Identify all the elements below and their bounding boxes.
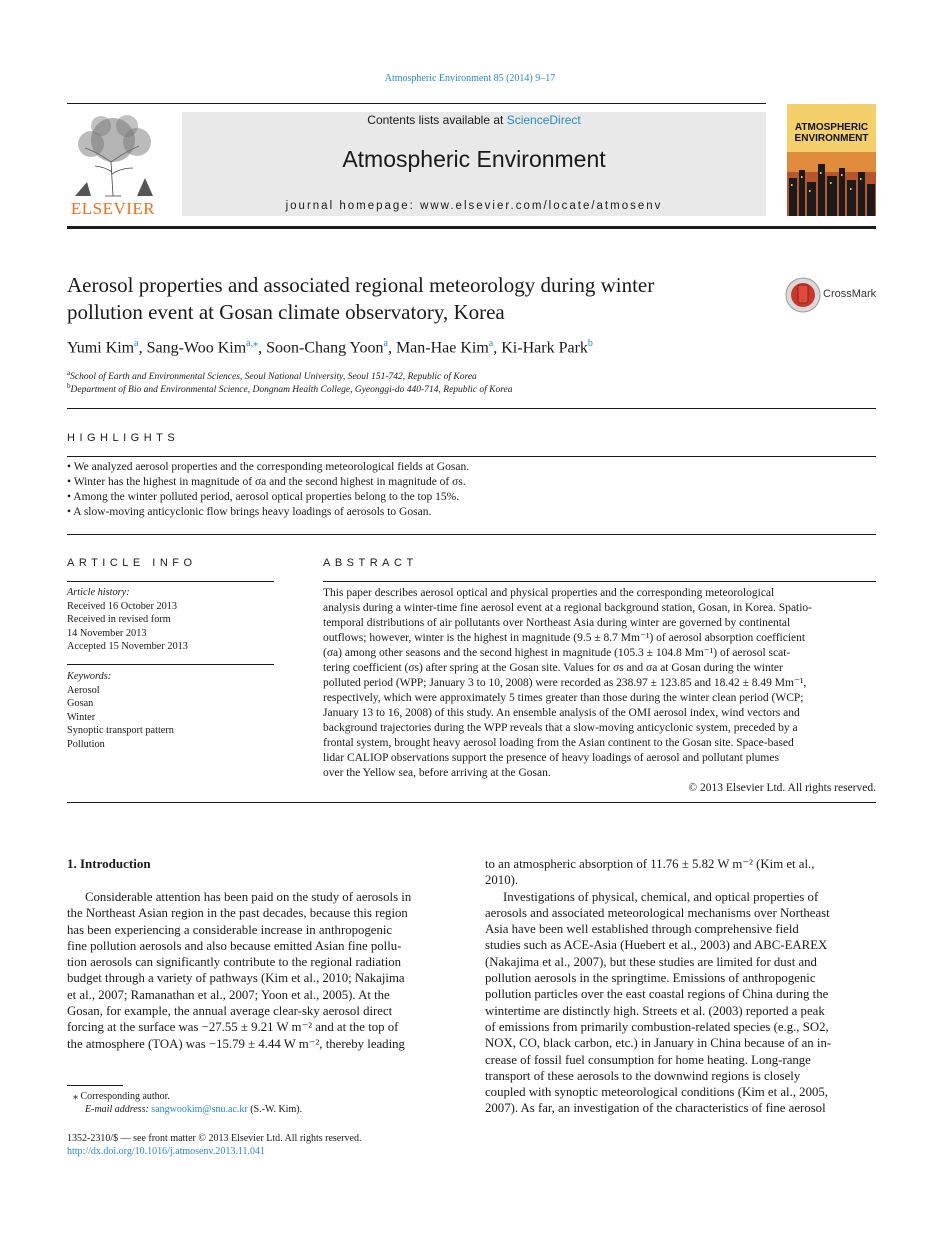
intro-line: et al., 2007; Ramanathan et al., 2007; Yoon et al., 2005). At the <box>67 987 390 1002</box>
intro-line: pollution aerosols in the springtime. Emissions of anthropogenic <box>485 971 816 986</box>
affiliation <box>67 382 877 395</box>
author-affil-sup[interactable]: a <box>383 338 388 349</box>
intro-heading: 1. Introduction <box>67 856 151 871</box>
email-suffix: (S.-W. Kim). <box>247 1104 303 1115</box>
highlight-text: A slow-moving anticyclonic flow brings heavy loadings of aerosols to Gosan. <box>73 506 432 518</box>
crossmark-icon <box>785 277 821 313</box>
history-entry: 14 November 2013 <box>67 627 147 639</box>
intro-line: tion aerosols can significantly contribute to the regional radiation <box>67 955 402 970</box>
intro-line: crease of fossil fuel consumption for home heating. Long-range <box>485 1052 811 1067</box>
cover-title-line1: ATMOSPHERIC <box>794 122 869 133</box>
article-history-label: Article history: <box>67 587 130 598</box>
journal-cover <box>787 104 876 216</box>
author-name: Soon-Chang Yoon <box>266 339 384 357</box>
abstract-rule <box>323 581 876 582</box>
elsevier-wordmark: ELSEVIER <box>70 199 156 218</box>
author-name: Ki-Hark Park <box>501 339 588 357</box>
intro-line: NOX, CO, black carbon, etc.) in January in China because of an in- <box>485 1036 832 1051</box>
author-name: Sang-Woo Kim <box>146 339 247 357</box>
article-title <box>67 272 767 326</box>
intro-line: the atmosphere (TOA) was −15.79 ± 4.44 W m⁻², thereby leading <box>67 1036 405 1051</box>
highlight-text: We analyzed aerosol properties and the corresponding meteorological fields at Gosan. <box>73 461 470 473</box>
highlight-item: • We analyzed aerosol properties and the corresponding meteorological fields at Gosan. <box>67 461 470 473</box>
abstract-line: January 13 to 16, 2008) of this study. An ensemble analysis of the OMI aerosol index, wind vectors and <box>323 707 800 719</box>
front-matter-bottom-rule <box>67 802 876 803</box>
intro-line: coupled with synoptic meteorological conditions (Kim et al., 2005, <box>485 1085 828 1100</box>
header-top-rule <box>67 103 766 104</box>
article-title-line1: Aerosol properties and associated regional meteorology during winter <box>67 273 655 297</box>
intro-line: 2007). As far, an investigation of the characteristics of fine aerosol <box>485 1101 826 1116</box>
intro-line: of emissions from primarily combustion-related species (e.g., SO2, <box>485 1019 829 1034</box>
abstract-heading: ABSTRACT <box>323 557 418 569</box>
abstract-line: over the Yellow sea, before arriving at the Gosan. <box>323 767 551 779</box>
keyword: Synoptic transport pattern <box>67 725 174 736</box>
authors-rule <box>67 408 876 409</box>
affiliation-sup: a <box>67 369 71 377</box>
highlights-top-rule <box>67 456 876 457</box>
intro-line: studies such as ACE-Asia (Huebert et al., 2003) and ABC-EAREX <box>485 938 828 953</box>
author-name: Man-Hae Kim <box>395 339 489 357</box>
author-affil-sup[interactable]: b <box>587 338 593 349</box>
front-matter-note: 1352-2310/$ — see front matter © 2013 Elsevier Ltd. All rights reserved. <box>67 1133 362 1144</box>
cover-title-line2: ENVIRONMENT <box>794 133 869 144</box>
email-link[interactable]: sangwookim@snu.ac.kr <box>151 1104 248 1115</box>
email-note <box>85 1103 302 1116</box>
contents-line <box>182 113 766 127</box>
journal-homepage[interactable]: journal homepage: www.elsevier.com/locate/atmosenv <box>285 200 663 212</box>
keywords-block <box>67 670 274 751</box>
article-history <box>67 586 274 654</box>
abstract-line: frontal system, brought heavy aerosol loading from the Asian continent to the Gosan site. Space-based <box>323 737 794 749</box>
intro-line: Gosan, for example, the annual average clear-sky aerosol direct <box>67 1004 393 1019</box>
keyword: Winter <box>67 711 96 723</box>
author-list: Yumi Kim$^a$, Sang-Woo Kim$^{a,⁎}$, Soon-Chang Yoon$^a$, Man-Hae Kim$^a$, Ki-Hark Park$^b$ <box>67 338 593 357</box>
author-name: Yumi Kim <box>67 339 135 357</box>
highlight-text: Winter has the highest in magnitude of σa and the second highest in magnitude of σs. <box>73 476 466 488</box>
keyword: Aerosol <box>67 684 100 696</box>
intro-line: transport of these aerosols to the downwind regions is closely <box>485 1068 801 1083</box>
intro-line: pollution particles over the east coastal regions of China during the <box>485 987 829 1002</box>
abstract-line: respectively, which were approximately 5 times greater than those during the winter clean period (WCP; <box>323 692 804 704</box>
abstract-line: temporal distributions of air pollutants over Northeast Asia during winter are governed by continental <box>323 617 791 629</box>
intro-line: aerosols and associated meteorological mechanisms over Northeast <box>485 905 830 920</box>
author-affil-sup[interactable]: a <box>488 338 494 349</box>
keyword: Pollution <box>67 738 105 750</box>
article-title-line2: pollution event at Gosan climate observatory, Korea <box>67 300 505 324</box>
highlight-item: • Among the winter polluted period, aerosol optical properties belong to the top 15%. <box>67 491 460 503</box>
keyword: Gosan <box>67 698 94 709</box>
affiliation-sup: b <box>67 382 71 390</box>
abstract-line: background trajectories during the WPP reveals that a slow-moving anticyclonic system, preceded by a <box>323 722 798 734</box>
header-bottom-rule <box>67 226 876 229</box>
intro-line: Considerable attention has been paid on the study of aerosols in <box>85 890 412 904</box>
intro-line: forcing at the surface was −27.55 ± 9.21 W m⁻² and at the top of <box>67 1020 399 1035</box>
abstract-line: outflows; however, winter is the highest in magnitude (9.5 ± 8.7 Mm⁻¹) of aerosol absorption coefficient <box>323 632 806 644</box>
contents-prefix: Contents lists available at <box>367 113 507 127</box>
highlight-item: • Winter has the highest in magnitude of σa and the second highest in magnitude of σs. <box>67 476 466 488</box>
footnote-rule <box>67 1085 123 1086</box>
intro-line: Asia have been well established through comprehensive field <box>485 922 799 937</box>
abstract-body <box>323 586 876 796</box>
intro-line: to an atmospheric absorption of 11.76 ± 5.82 W m⁻² (Kim et al., <box>485 857 815 871</box>
crossmark-label: CrossMark <box>823 288 877 300</box>
cover-title <box>787 122 876 144</box>
intro-right-column <box>485 856 876 1117</box>
history-entry: Received 16 October 2013 <box>67 600 178 612</box>
intro-line: Investigations of physical, chemical, and optical properties of <box>503 889 819 904</box>
journal-reference[interactable]: Atmospheric Environment 85 (2014) 9–17 <box>384 73 556 84</box>
cover-skyline-image <box>787 152 876 216</box>
keywords-label: Keywords: <box>67 671 112 682</box>
history-entry: Accepted 15 November 2013 <box>67 641 188 652</box>
keywords-rule <box>67 664 274 665</box>
abstract-line: analysis during a winter-time fine aerosol event at a regional background station, Gosan, in Korea. Spatio- <box>323 602 813 614</box>
journal-title: Atmospheric Environment <box>342 146 606 172</box>
corresponding-author-note: ⁎ Corresponding author. <box>73 1091 170 1102</box>
email-label: E-mail address: <box>85 1104 152 1115</box>
abstract-line: tering coefficient (σs) after spring at the Gosan site. Values for σs and σa at Gosan during the winter <box>323 662 783 674</box>
abstract-line: This paper describes aerosol optical and physical properties and the corresponding meteorological <box>323 587 775 599</box>
affiliation-text: School of Earth and Environmental Sciences, Seoul National University, Seoul 151-742, Republic of Korea <box>70 372 477 383</box>
highlights-heading: HIGHLIGHTS <box>67 432 180 444</box>
author-affil-sup[interactable]: a <box>134 338 139 349</box>
affiliation <box>67 369 877 382</box>
intro-line: has been experiencing a considerable increase in anthropogenic <box>67 922 393 937</box>
author-affil-sup[interactable]: a,⁎ <box>246 338 259 349</box>
highlights-bottom-rule <box>67 534 876 535</box>
intro-line: fine pollution aerosols and also because emitted Asian fine pollu- <box>67 938 402 953</box>
abstract-line: lidar CALIOP observations support the presence of heavy loadings of aerosol and pollutant plumes <box>323 752 779 764</box>
highlight-item: • A slow-moving anticyclonic flow brings heavy loadings of aerosols to Gosan. <box>67 506 432 518</box>
intro-line: 2010). <box>485 873 519 888</box>
intro-line: budget through a variety of pathways (Kim et al., 2010; Nakajima <box>67 971 405 986</box>
intro-line: wintertime are distinctly high. Streets et al. (2003) reported a peak <box>485 1003 825 1018</box>
abstract-line: (σa) among other seasons and the second highest in magnitude (105.3 ± 104.8 Mm⁻¹) of aerosol scat- <box>323 647 791 659</box>
affiliation-text: Department of Bio and Environmental Science, Dongnam Health College, Gyeonggi-do 440-714, Republic of Korea <box>70 385 513 396</box>
copyright: © 2013 Elsevier Ltd. All rights reserved. <box>688 782 876 794</box>
doi-link[interactable]: http://dx.doi.org/10.1016/j.atmosenv.2013.11.041 <box>67 1146 265 1157</box>
history-entry: Received in revised form <box>67 614 171 625</box>
highlight-text: Among the winter polluted period, aerosol optical properties belong to the top 15%. <box>73 491 460 503</box>
intro-line: the Northeast Asian region in the past decades, because this region <box>67 906 408 921</box>
abstract-line: polluted period (WPP; January 3 to 10, 2008) were recorded as 238.97 ± 123.85 and 18.42 ± 8.49 Mm⁻¹, <box>323 677 807 689</box>
intro-left-column <box>67 889 457 1052</box>
intro-line: (Nakajima et al., 2007), but these studies are limited for dust and <box>485 954 817 969</box>
article-info-heading: ARTICLE INFO <box>67 557 197 569</box>
article-info-rule <box>67 581 274 582</box>
elsevier-tree-logo <box>67 112 159 198</box>
sciencedirect-link[interactable]: ScienceDirect <box>506 113 581 127</box>
